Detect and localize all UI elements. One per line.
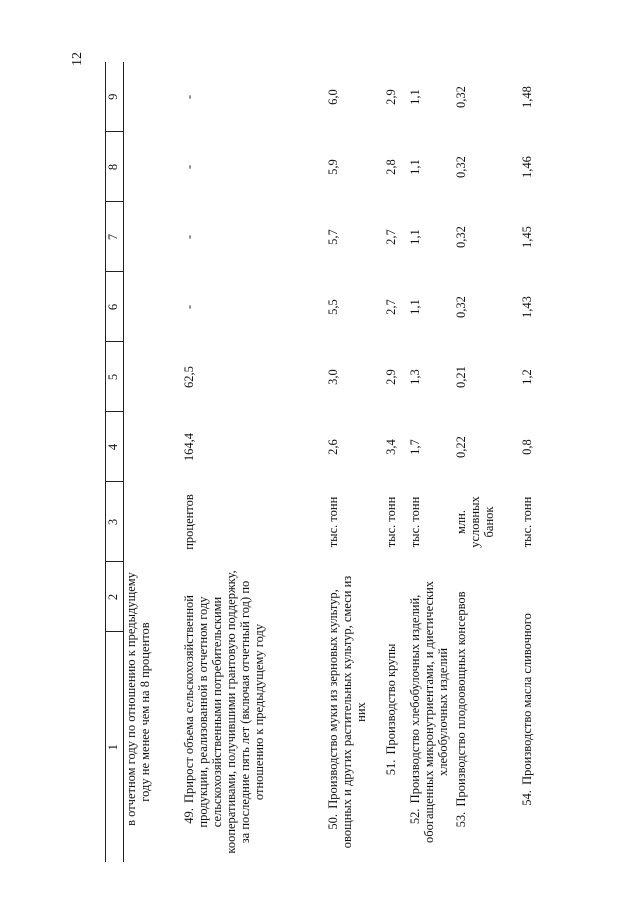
- header-cell: 3: [106, 482, 124, 562]
- value-cell: 1,48: [520, 86, 534, 108]
- table-row: [384, 62, 408, 862]
- value-cell: 1,2: [520, 369, 534, 385]
- value-cell: [124, 132, 183, 202]
- table-row: [520, 62, 544, 862]
- unit-cell: тыс. тонн: [384, 496, 398, 548]
- value-cell: [124, 202, 183, 272]
- value-cell: 0,22: [454, 436, 468, 458]
- value-cell: -: [182, 94, 196, 100]
- value-cell: 1,1: [408, 299, 422, 315]
- value-cell: 2,7: [384, 229, 398, 245]
- unit-cell: млн. условных банок: [454, 496, 496, 548]
- value-cell: 1,7: [408, 439, 422, 455]
- value-cell: 2,9: [384, 369, 398, 385]
- header-cell: 5: [106, 342, 124, 412]
- value-cell: 2,6: [326, 439, 340, 455]
- row-number: 51.: [384, 759, 398, 776]
- value-cell: 0,32: [454, 226, 468, 248]
- header-cell: 6: [106, 272, 124, 342]
- value-cell: 0,32: [454, 156, 468, 178]
- value-cell: 5,5: [326, 299, 340, 315]
- value-cell: 6,0: [326, 89, 340, 105]
- table-row: [408, 62, 454, 862]
- value-cell: 1,1: [408, 229, 422, 245]
- table-row: [182, 62, 326, 862]
- value-cell: 1,43: [520, 296, 534, 318]
- indicator-description: 51.Производство крупы: [384, 562, 408, 862]
- unit-cell: тыс. тонн: [520, 496, 534, 548]
- unit-cell: [124, 482, 183, 562]
- indicator-table: [105, 62, 601, 862]
- header-cell: 7: [106, 202, 124, 272]
- value-cell: 2,7: [384, 299, 398, 315]
- value-cell: -: [182, 234, 196, 240]
- unit-cell: процентов: [182, 494, 196, 550]
- table-row: [454, 62, 520, 862]
- value-cell: 5,7: [326, 229, 340, 245]
- header-cell: 9: [106, 62, 124, 132]
- table-header: [106, 62, 124, 862]
- unit-cell: тыс. тонн: [408, 496, 422, 548]
- value-cell: 164,4: [182, 432, 196, 462]
- value-cell: 1,1: [408, 159, 422, 175]
- header-cell: 2: [106, 562, 124, 632]
- row-number: 52.: [408, 808, 422, 825]
- value-cell: 62,5: [182, 366, 196, 388]
- row-number: 50.: [326, 813, 340, 830]
- value-cell: 5,9: [326, 159, 340, 175]
- value-cell: 0,21: [454, 366, 468, 388]
- indicator-description: в отчетном году по отношению к предыдущему году не менее чем на 8 процентов: [124, 572, 152, 826]
- value-cell: 2,8: [384, 159, 398, 175]
- value-cell: -: [182, 304, 196, 310]
- value-cell: [124, 342, 183, 412]
- value-cell: [124, 412, 183, 482]
- header-cell: 4: [106, 412, 124, 482]
- row-number: 54.: [520, 790, 534, 806]
- table-row: [124, 62, 183, 862]
- value-cell: 1,45: [520, 226, 534, 248]
- indicator-description: 52.Производство хлебобулочных изделий, обогащенных микронутриентами, и диетических хлебобулочных изделий: [408, 580, 450, 844]
- table-row: [326, 62, 384, 862]
- value-cell: 0,32: [454, 86, 468, 108]
- page-number: 12: [70, 52, 85, 66]
- row-number: 53.: [454, 811, 468, 828]
- header-cell: 8: [106, 132, 124, 202]
- value-cell: 0,8: [520, 439, 534, 455]
- value-cell: 2,9: [384, 89, 398, 105]
- row-number: 49.: [182, 808, 196, 824]
- value-cell: [124, 272, 183, 342]
- indicator-description: 54.Производство масла сливочного: [520, 562, 544, 862]
- value-cell: 0,32: [454, 296, 468, 318]
- unit-cell: тыс. тонн: [326, 496, 340, 548]
- value-cell: [124, 62, 183, 132]
- value-cell: -: [182, 164, 196, 170]
- indicator-description: 53.Производство плодоовощных консервов: [454, 562, 520, 862]
- header-cell: 1: [106, 632, 124, 862]
- value-cell: 3,4: [384, 439, 398, 455]
- value-cell: 3,0: [326, 369, 340, 385]
- indicator-description: 49.Прирост объема сельскохозяйственной продукции, реализованной в отчетном году сельскохозяйственными потребительскими кооперативами, получившими грантовую поддержку, за последние пять лет (включая отчетный год) по отношению к предыдущему году: [182, 570, 266, 854]
- value-cell: 1,3: [408, 369, 422, 385]
- value-cell: 1,1: [408, 89, 422, 105]
- indicator-description: 50.Производство муки из зерновых культур, овощных и других растительных культур, смеси из них: [326, 575, 368, 849]
- value-cell: 1,46: [520, 156, 534, 178]
